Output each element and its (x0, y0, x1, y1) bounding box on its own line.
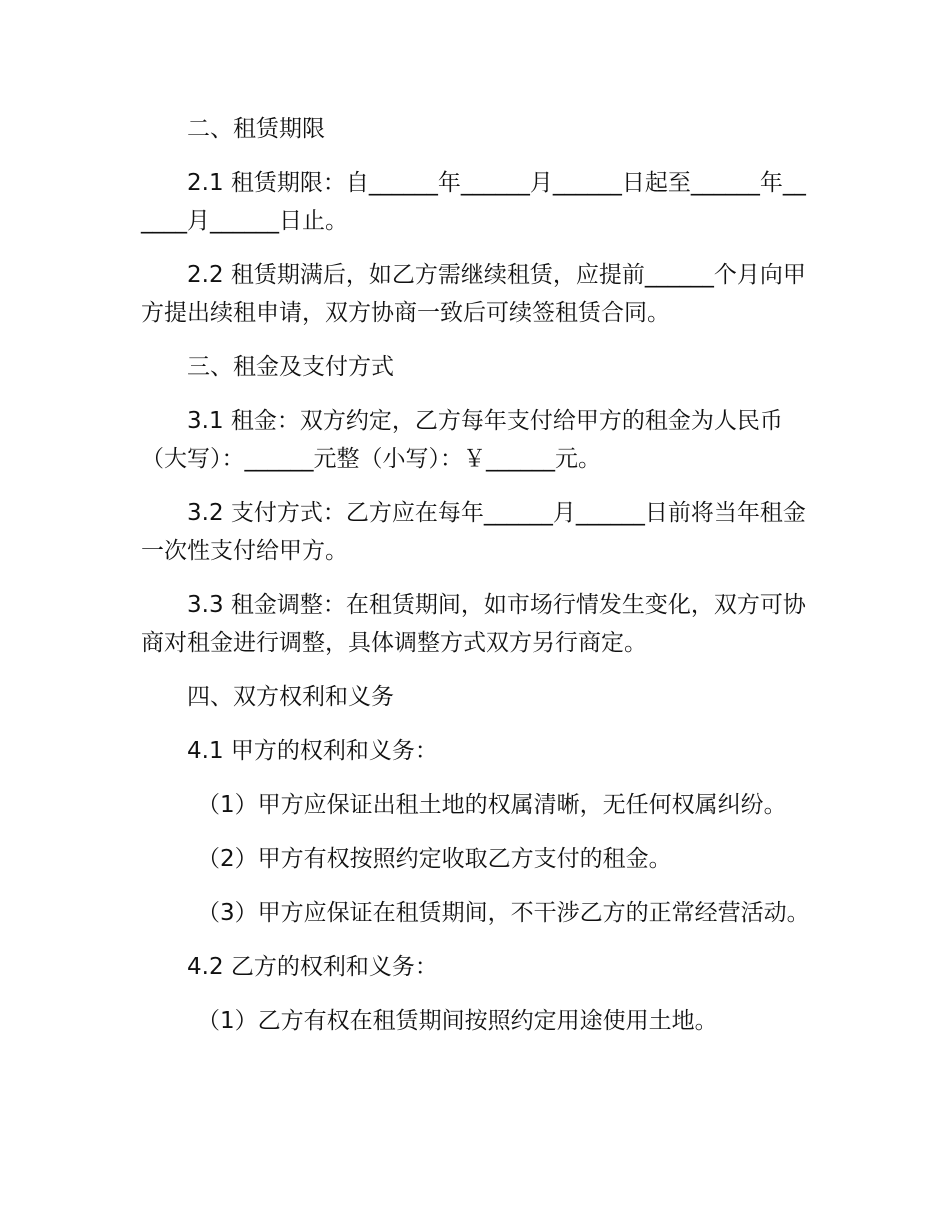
clause-4-1-item-1: （1）甲方应保证出租土地的权属清晰，无任何权属纠纷。 (197, 792, 787, 818)
clause-4-1-item-3: （3）甲方应保证在租赁期间，不干涉乙方的正常经营活动。 (197, 900, 810, 926)
clause-2-1: 2.1 租赁期限：自______年______月______日起至______年______月______日止。 (141, 170, 806, 234)
clause-4-2-item-1: （1）乙方有权在租赁期间按照约定用途使用土地。 (197, 1008, 718, 1034)
clause-3-1: 3.1 租金：双方约定，乙方每年支付给甲方的租金为人民币（大写）：______元整（小写）：￥______元。 (141, 408, 783, 472)
document-body (141, 110, 811, 1056)
clause-3-3: 3.3 租金调整：在租赁期间，如市场行情发生变化，双方可协商对租金进行调整，具体调整方式双方另行商定。 (141, 592, 806, 656)
section-heading-rent-payment: 三、租金及支付方式 (187, 354, 394, 380)
clause-4-2: 4.2 乙方的权利和义务： (187, 954, 438, 980)
clause-2-2: 2.2 租赁期满后，如乙方需继续租赁，应提前______个月向甲方提出续租申请，双方协商一致后可续签租赁合同。 (141, 262, 806, 326)
clause-4-1: 4.1 甲方的权利和义务： (187, 738, 438, 764)
section-heading-rights-obligations: 四、双方权利和义务 (187, 684, 394, 710)
clause-3-2: 3.2 支付方式：乙方应在每年______月______日前将当年租金一次性支付给甲方。 (141, 500, 806, 564)
clause-4-1-item-2: （2）甲方有权按照约定收取乙方支付的租金。 (197, 846, 672, 872)
section-heading-lease-term: 二、租赁期限 (187, 116, 325, 142)
